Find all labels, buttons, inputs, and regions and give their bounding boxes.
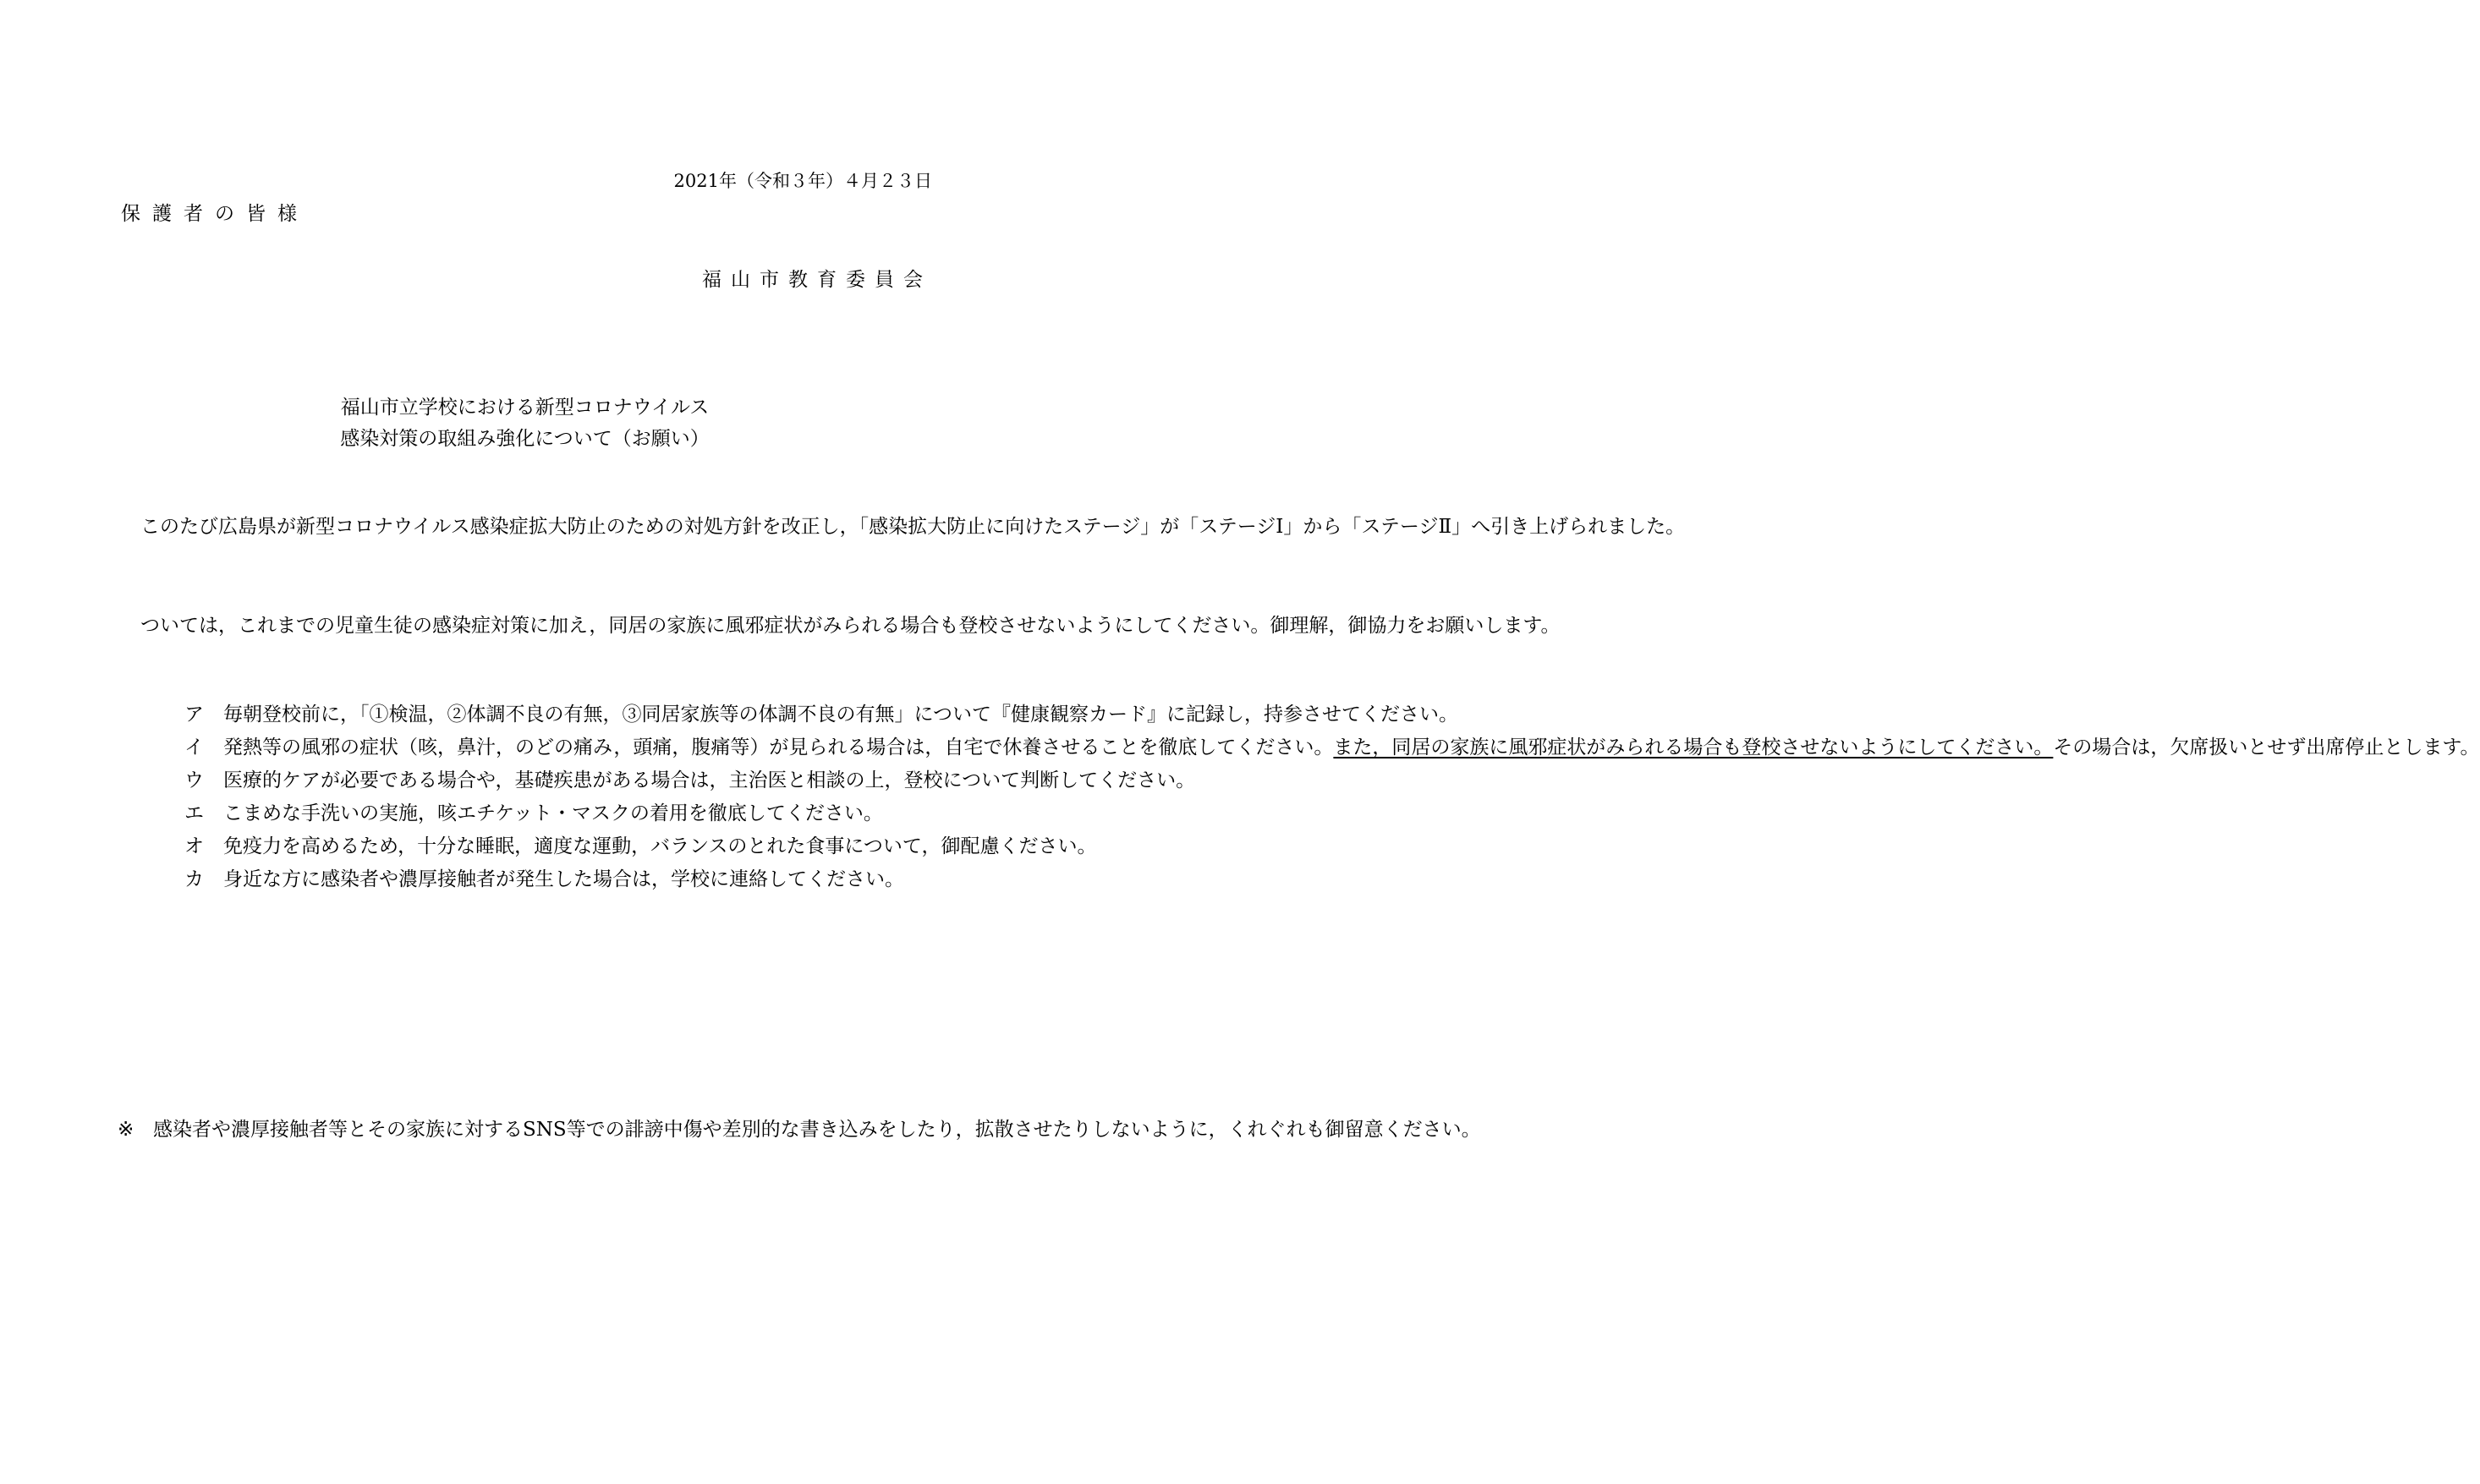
- addressee: 保護者の皆様: [121, 203, 309, 225]
- list-item: [166, 764, 1196, 797]
- item-mark: カ: [184, 868, 204, 890]
- list-item: [166, 830, 1097, 863]
- item-mark: ア: [184, 704, 204, 726]
- item-mark: エ: [184, 802, 204, 824]
- item-text-underlined: また，同居の家族に風邪症状がみられる場合も登校させないようにしてください。: [1333, 737, 2054, 758]
- list-item: [166, 698, 1459, 731]
- note-mark: ※: [118, 1119, 134, 1141]
- item-text: 毎朝登校前に，「①検温，②体調不良の有無，③同居家族等の体調不良の有無」について『健康観察カード』に記録し，持参させてください。: [223, 704, 1459, 726]
- list-item: [166, 797, 933, 830]
- list-item: [166, 731, 2480, 764]
- list-item: [166, 863, 933, 896]
- document-title-line-1: 福山市立学校における新型コロナウイルス: [340, 397, 710, 419]
- item-text: こまめな手洗いの実施，咳エチケット・マスクの着用を徹底してください。: [223, 802, 883, 824]
- item-text: 医療的ケアが必要である場合や，基礎疾患がある場合は，主治医と相談の上，登校について判断してください。: [223, 769, 1196, 791]
- document-title-line-2: 感染対策の取組み強化について（お願い）: [340, 428, 710, 450]
- body-paragraph-2: [121, 610, 1561, 643]
- item-text: その場合は，欠席扱いとせず出席停止とします。: [2053, 737, 2480, 758]
- item-mark: オ: [184, 835, 204, 857]
- footnote: [118, 1114, 1481, 1147]
- item-text: 発熱等の風邪の症状（咳，鼻汁，のどの痛み，頭痛，腹痛等）が見られる場合は，自宅で休養させることを徹底してください。: [223, 737, 1334, 758]
- item-mark: ウ: [184, 769, 204, 791]
- item-text: 免疫力を高めるため，十分な睡眠，適度な運動，バランスのとれた食事について，御配慮ください。: [223, 835, 1097, 857]
- document-date: 2021年（令和３年）４月２３日: [673, 171, 932, 191]
- item-text: 身近な方に感染者や濃厚接触者が発生した場合は，学校に連絡してください。: [223, 868, 904, 890]
- paragraph-text: ついては，これまでの児童生徒の感染症対策に加え，同居の家族に風邪症状がみられる場合も登校させないようにしてください。御理解，御協力をお願いします。: [140, 615, 1561, 637]
- paragraph-text: このたび広島県が新型コロナウイルス感染症拡大防止のための対処方針を改正し，「感染拡大防止に向けたステージ」が「ステージⅠ」から「ステージⅡ」へ引き上げられました。: [140, 516, 1686, 538]
- item-mark: イ: [184, 737, 204, 758]
- note-text: 感染者や濃厚接触者等とその家族に対するSNS等での誹謗中傷や差別的な書き込みをしたり，拡散させたりしないように，くれぐれも御留意ください。: [153, 1119, 1481, 1141]
- request-list: [166, 698, 2480, 896]
- sender: 福山市教育委員会: [702, 269, 932, 291]
- body-paragraph-1: [121, 511, 1686, 544]
